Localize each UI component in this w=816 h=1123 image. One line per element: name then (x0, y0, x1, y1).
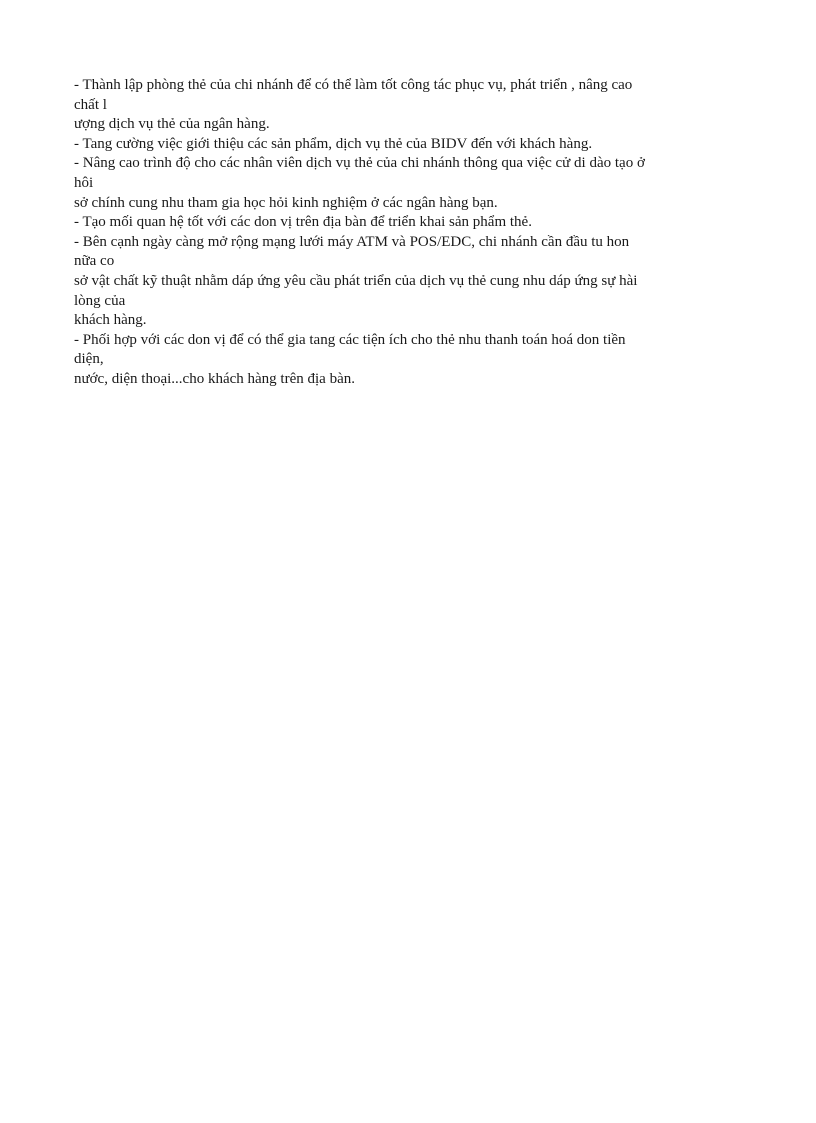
text-line: ượng dịch vụ thẻ của ngân hàng. (74, 116, 270, 133)
text-line: diện, (74, 351, 104, 368)
text-line: - Thành lập phòng thẻ của chi nhánh để có thể làm tốt công tác phục vụ, phát triển , nâng cao (74, 77, 633, 93)
body-text (74, 76, 764, 390)
text-line: - Tang cường việc giới thiệu các sản phẩm, dịch vụ thẻ của BIDV đến với khách hàng. (74, 135, 593, 152)
text-line: nước, diện thoại...cho khách hàng trên địa bàn. (74, 370, 355, 387)
text-line: khách hàng. (74, 312, 147, 329)
text-line: - Tạo mối quan hệ tốt với các don vị trên địa bàn để triển khai sản phẩm thẻ. (74, 214, 532, 231)
text-line: hôi (74, 174, 94, 191)
text-line: sở chính cung nhu tham gia học hỏi kinh nghiệm ở các ngân hàng bạn. (74, 194, 498, 211)
text-line: lòng của (74, 292, 126, 309)
text-line: sở vật chất kỹ thuật nhằm dáp ứng yêu cầu phát triển của dịch vụ thẻ cung nhu dáp ứng sự hài (74, 272, 638, 289)
text-line: nữa co (74, 253, 115, 270)
text-line: - Phối hợp với các don vị để có thể gia tang các tiện ích cho thẻ nhu thanh toán hoá don tiền (74, 331, 626, 348)
text-line: - Nâng cao trình độ cho các nhân viên dịch vụ thẻ của chi nhánh thông qua việc cử di dào tạo ở (74, 155, 645, 172)
text-line: chất l (74, 96, 107, 113)
text-line: - Bên cạnh ngày càng mở rộng mạng lưới máy ATM và POS/EDC, chi nhánh cần đầu tu hon (74, 233, 630, 250)
